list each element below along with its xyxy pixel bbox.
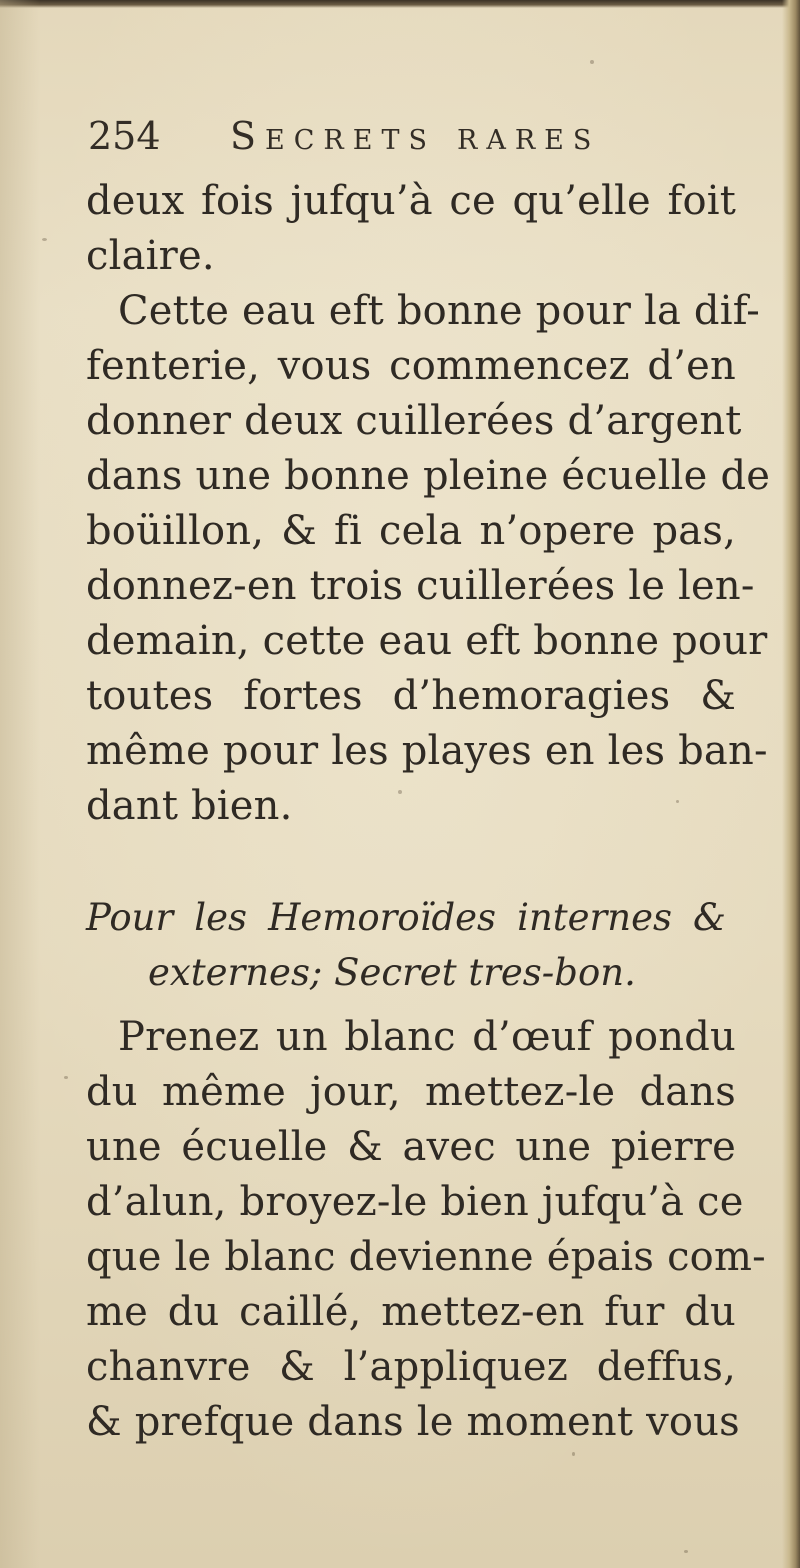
paper-speck — [684, 1550, 688, 1553]
text-line: dans une bonne pleine écuelle de — [86, 453, 771, 499]
paper-speck — [64, 1076, 68, 1079]
text-line: donner deux cuillerées d’argent — [86, 398, 742, 444]
text-line: que le blanc devienne épais com- — [86, 1234, 766, 1280]
text-line: d’alun, broyez-le bien jufqu’à ce — [86, 1179, 744, 1225]
text-line: chanvre & l’appliquez deffus, — [86, 1344, 736, 1390]
page-text — [86, 112, 771, 1450]
running-head — [86, 112, 736, 174]
page-top-edge — [0, 0, 800, 8]
text-line: claire. — [86, 233, 215, 279]
paper-speck — [572, 1452, 575, 1456]
text-line: une écuelle & avec une pierre — [86, 1124, 736, 1170]
text-line: même pour les playes en les ban- — [86, 728, 768, 774]
text-line: Cette eau eft bonne pour la dif- — [118, 288, 761, 334]
page-right-edge — [782, 0, 800, 1568]
text-line: toutes fortes d’hemoragies & — [86, 673, 736, 719]
page-gutter-shade — [0, 0, 40, 1568]
paragraph-recipe — [86, 1010, 766, 1450]
text-line: & prefque dans le moment vous — [86, 1399, 740, 1445]
heading-line: externes; Secret tres-bon. — [148, 951, 636, 994]
text-line: fenterie, vous commencez d’en — [86, 343, 736, 389]
text-line: Prenez un blanc d’œuf pondu — [118, 1014, 736, 1060]
text-line: boüillon, & fi cela n’opere pas, — [86, 508, 736, 554]
paragraph-continued — [86, 174, 736, 284]
text-line: demain, cette eau eft bonne pour — [86, 618, 768, 664]
section-heading — [86, 890, 736, 1000]
text-line: dant bien. — [86, 783, 293, 829]
heading-line: Pour les Hemoroïdes internes & — [86, 896, 726, 939]
text-line: donnez-en trois cuillerées le len- — [86, 563, 755, 609]
text-line: du même jour, mettez-le dans — [86, 1069, 736, 1115]
paragraph-eau — [86, 284, 771, 834]
running-title: Secrets rares — [230, 114, 601, 158]
text-line: deux fois jufqu’à ce qu’elle foit — [86, 178, 736, 224]
paper-speck — [590, 60, 594, 64]
page-number: 254 — [88, 114, 161, 158]
paper-speck — [42, 238, 47, 241]
text-line: me du caillé, mettez-en fur du — [86, 1289, 736, 1335]
